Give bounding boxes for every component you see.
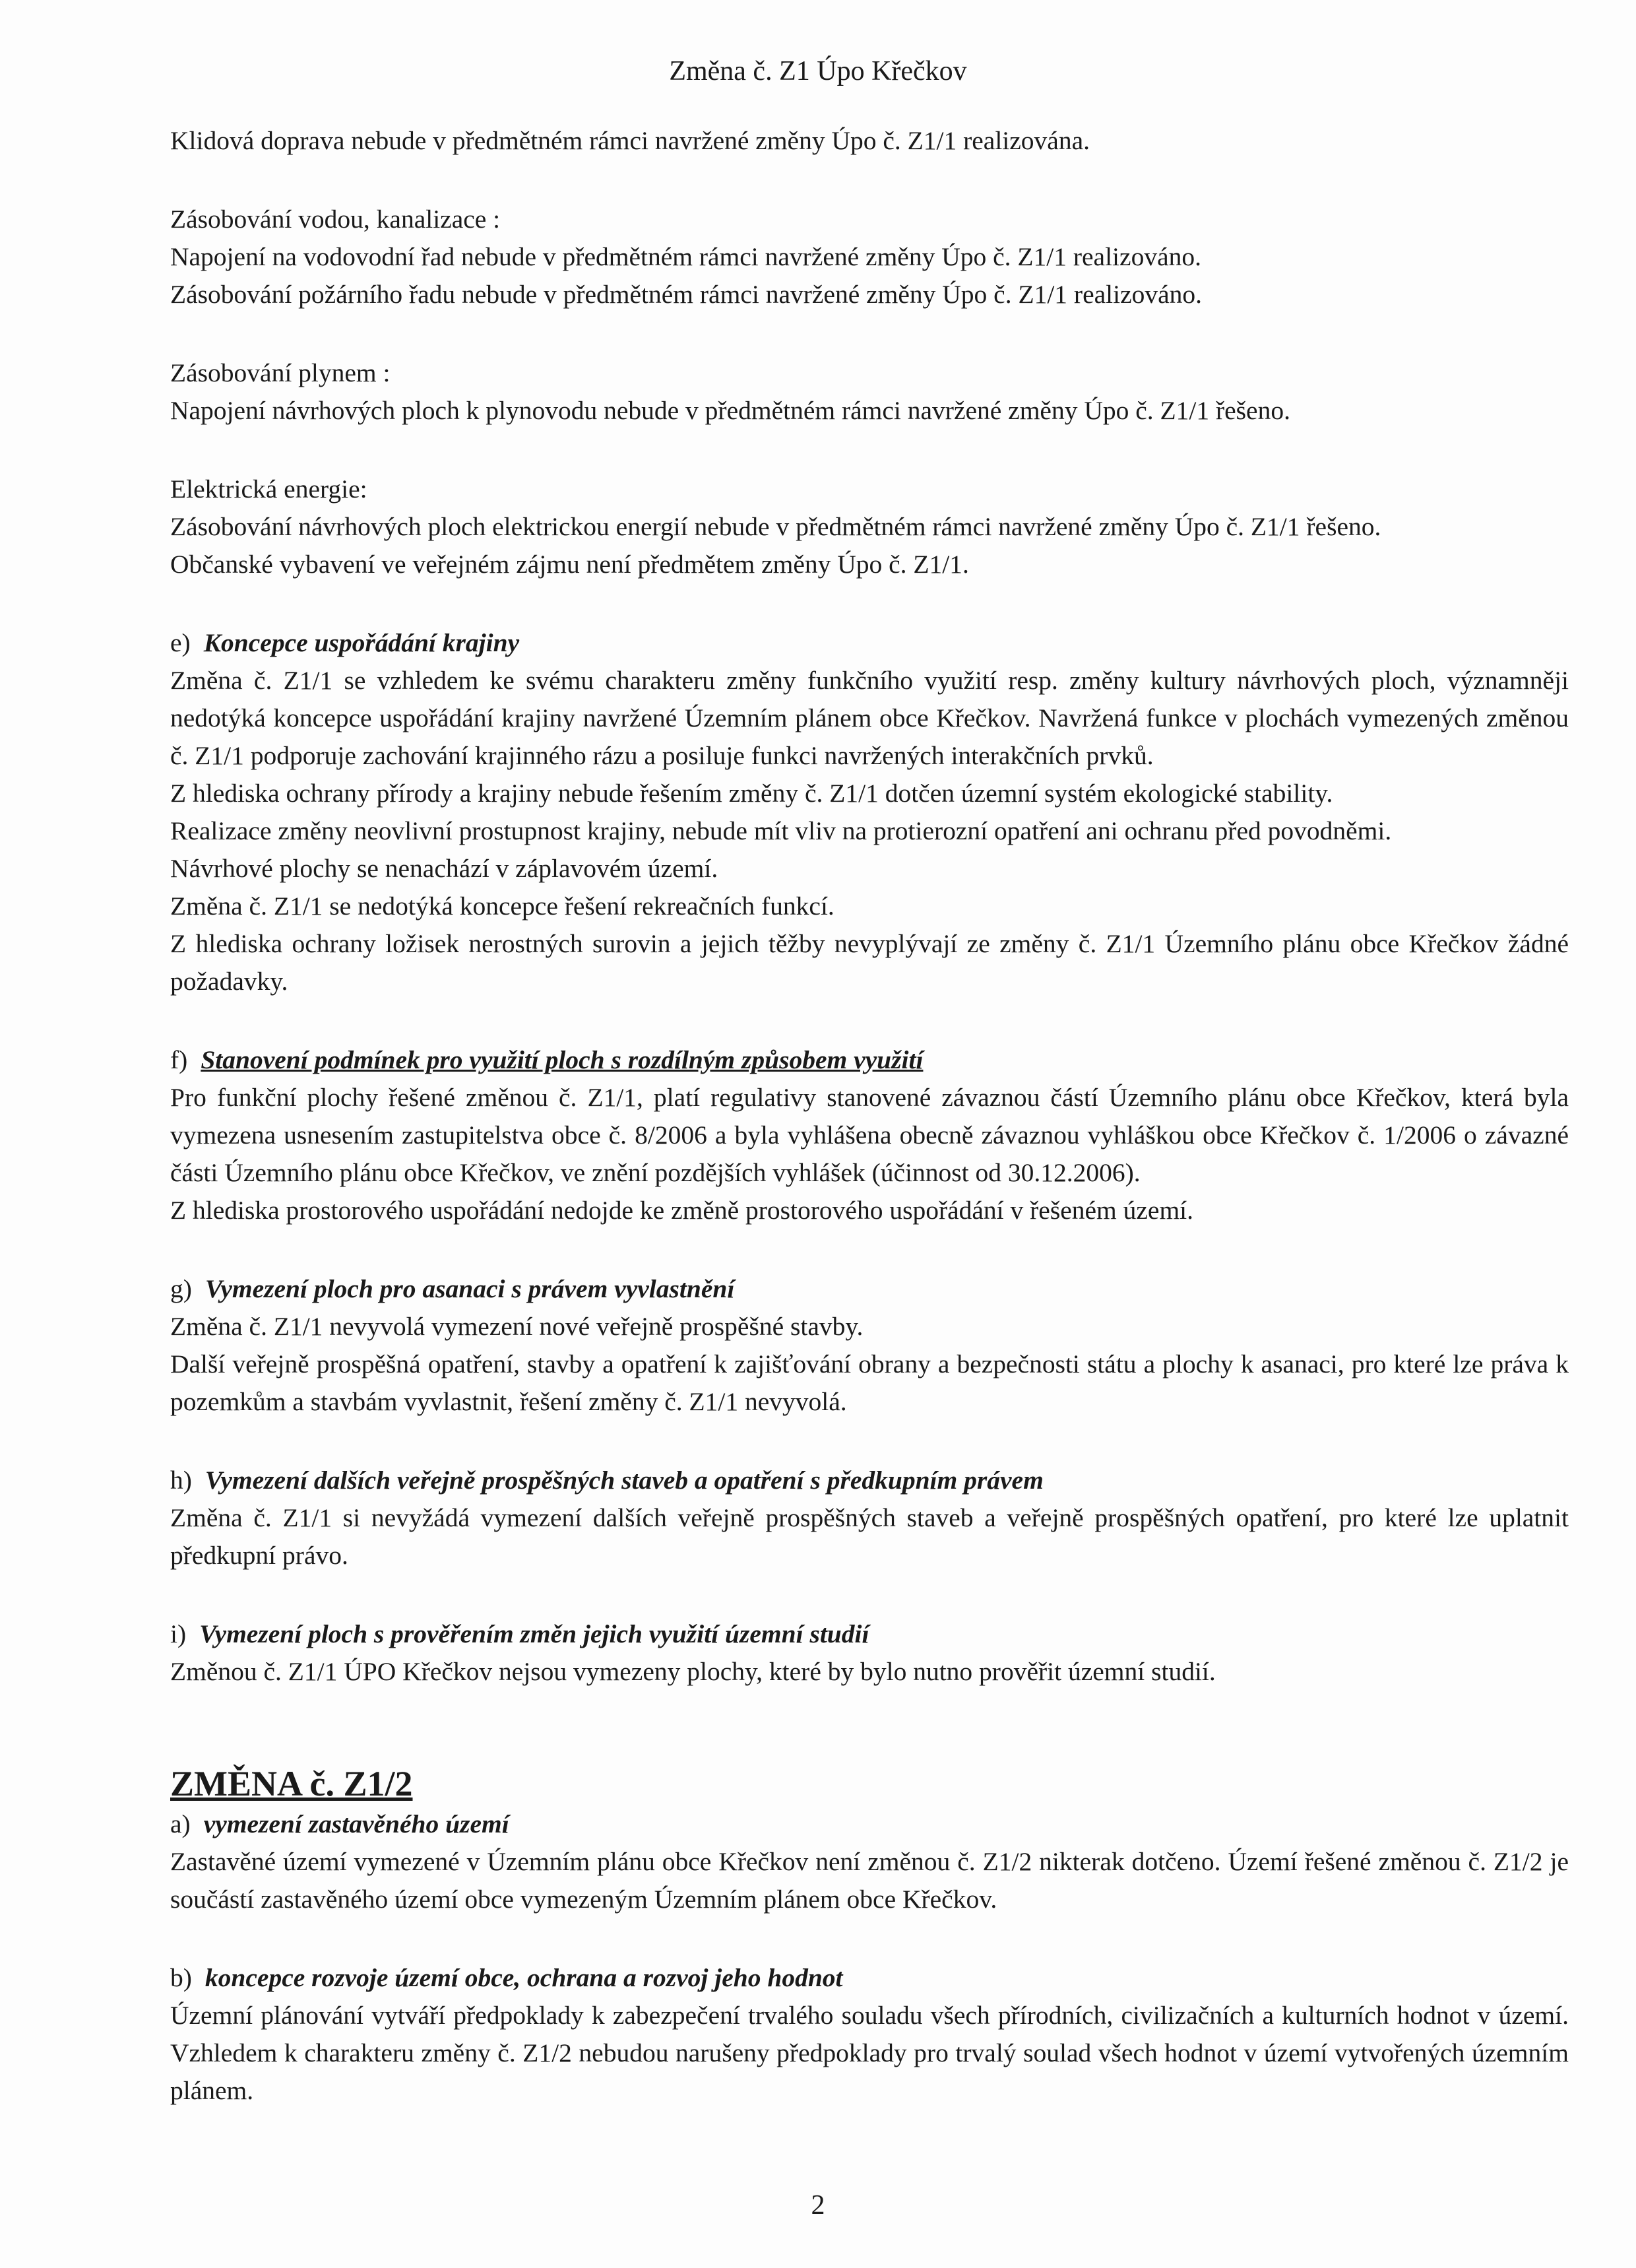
- section-letter: a): [170, 1809, 191, 1838]
- paragraph-e-4: Návrhové plochy se nenachází v záplavovém území.: [170, 854, 718, 883]
- paragraph-plynovod: Napojení návrhových ploch k plynovodu nebude v předmětném rámci navržené změny Úpo č. Z1/1 řešeno.: [170, 396, 1290, 425]
- paragraph-pozarni-rad: Zásobování požárního řadu nebude v předmětném rámci navržené změny Úpo č. Z1/1 realizováno.: [170, 280, 1203, 309]
- section-title: koncepce rozvoje území obce, ochrana a rozvoj jeho hodnot: [204, 1963, 843, 1992]
- paragraph-klidova-doprava: Klidová doprava nebude v předmětném rámci navržené změny Úpo č. Z1/1 realizována.: [170, 126, 1090, 155]
- paragraph-g-1: Změna č. Z1/1 nevyvolá vymezení nové veřejně prospěšné stavby.: [170, 1312, 864, 1341]
- change-title: ZMĚNA č. Z1/2: [170, 1764, 413, 1803]
- section-letter: e): [170, 628, 191, 657]
- section-letter: g): [170, 1274, 192, 1303]
- heading-section-2b: [170, 1959, 1569, 1997]
- heading-section-h: [170, 1462, 1569, 1499]
- heading-section-f: [170, 1041, 1569, 1079]
- section-letter: b): [170, 1963, 192, 1992]
- section-letter: f): [170, 1045, 188, 1074]
- paragraph-e-2: Z hlediska ochrany přírody a krajiny nebude řešením změny č. Z1/1 dotčen územní systém ekologické stability.: [170, 779, 1333, 808]
- paragraph-e-6: Z hlediska ochrany ložisek nerostných surovin a jejich těžby nevyplývají ze změny č. Z1/1 Územního plánu obce Křečkov žádné požadavky.: [170, 929, 1569, 996]
- heading-section-e: [170, 624, 1569, 662]
- section-title: vymezení zastavěného území: [203, 1809, 509, 1838]
- paragraph-g-2: Další veřejně prospěšná opatření, stavby a opatření k zajišťování obrany a bezpečnosti státu a plochy k asanaci, pro které lze práva k pozemkům a stavbám vyvlastnit, řešení změny č. Z1/1 nevyvolá.: [170, 1349, 1569, 1416]
- heading-section-2a: [170, 1805, 1569, 1843]
- paragraph-f-2: Z hlediska prostorového uspořádání nedojde ke změně prostorového uspořádání v řešeném území.: [170, 1196, 1194, 1225]
- paragraph-e-3: Realizace změny neovlivní prostupnost krajiny, nebude mít vliv na protierozní opatření ani ochranu před povodněmi.: [170, 816, 1392, 845]
- paragraph-f-1: Pro funkční plochy řešené změnou č. Z1/1, platí regulativy stanovené závaznou částí Územního plánu obce Křečkov, která byla vymezena usnesením zastupitelstva obce č. 8/2006 a byla vyhlášena obecně závaznou vyhláškou obce Křečkov č. 1/2006 o závazné části Územního plánu obce Křečkov, ve znění pozdějších vyhlášek (účinnost od 30.12.2006).: [170, 1083, 1569, 1187]
- section-title: Vymezení dalších veřejně prospěšných staveb a opatření s předkupním právem: [204, 1466, 1044, 1495]
- heading-section-g: [170, 1270, 1569, 1308]
- page-number: 2: [811, 2190, 825, 2220]
- section-title: Koncepce uspořádání krajiny: [203, 628, 520, 657]
- paragraph-2b-1: Územní plánování vytváří předpoklady k zabezpečení trvalého souladu všech přírodních, civilizačních a kulturních hodnot v území. Vzhledem k charakteru změny č. Z1/2 nebudou narušeny předpoklady pro trvalý soulad všech hodnot v území vytvořených územním plánem.: [170, 2001, 1569, 2105]
- document-body: [170, 122, 1569, 2110]
- section-title: Vymezení ploch pro asanaci s právem vyvlastnění: [204, 1274, 735, 1303]
- paragraph-vodovod: Napojení na vodovodní řad nebude v předmětném rámci navržené změny Úpo č. Z1/1 realizováno.: [170, 242, 1201, 271]
- section-letter: h): [170, 1466, 192, 1495]
- heading-section-i: [170, 1615, 1569, 1653]
- label-zasobovani-plynem: Zásobování plynem :: [170, 358, 391, 387]
- section-title: Vymezení ploch s prověřením změn jejich využití územní studií: [199, 1619, 869, 1648]
- page-header: Změna č. Z1 Úpo Křečkov: [669, 56, 967, 86]
- paragraph-obcanske-vybaveni: Občanské vybavení ve veřejném zájmu není předmětem změny Úpo č. Z1/1.: [170, 550, 969, 579]
- paragraph-e-1: Změna č. Z1/1 se vzhledem ke svému charakteru změny funkčního využití resp. změny kultury návrhových ploch, významněji nedotýká koncepce uspořádání krajiny navržené Územním plánem obce Křečkov. Navržená funkce v plochách vymezených změnou č. Z1/1 podporuje zachování krajinného rázu a posiluje funkci navržených interakčních prvků.: [170, 666, 1569, 770]
- paragraph-2a-1: Zastavěné území vymezené v Územním plánu obce Křečkov není změnou č. Z1/2 nikterak dotčeno. Území řešené změnou č. Z1/2 je součástí zastavěného území obce vymezeným Územním plánem obce Křečkov.: [170, 1847, 1569, 1914]
- paragraph-h-1: Změna č. Z1/1 si nevyžádá vymezení dalších veřejně prospěšných staveb a veřejně prospěšných opatření, pro které lze uplatnit předkupní právo.: [170, 1503, 1569, 1570]
- section-title: Stanovení podmínek pro využití ploch s rozdílným způsobem využití: [201, 1045, 924, 1074]
- paragraph-e-5: Změna č. Z1/1 se nedotýká koncepce řešení rekreačních funkcí.: [170, 891, 834, 921]
- label-zasobovani-vodou: Zásobování vodou, kanalizace :: [170, 205, 501, 234]
- paragraph-elektricka-energie: Zásobování návrhových ploch elektrickou energií nebude v předmětném rámci navržené změny Úpo č. Z1/1 řešeno.: [170, 512, 1381, 541]
- section-letter: i): [170, 1619, 187, 1648]
- label-elektricka-energie: Elektrická energie:: [170, 474, 367, 503]
- paragraph-i-1: Změnou č. Z1/1 ÚPO Křečkov nejsou vymezeny plochy, které by bylo nutno prověřit územní studií.: [170, 1657, 1216, 1686]
